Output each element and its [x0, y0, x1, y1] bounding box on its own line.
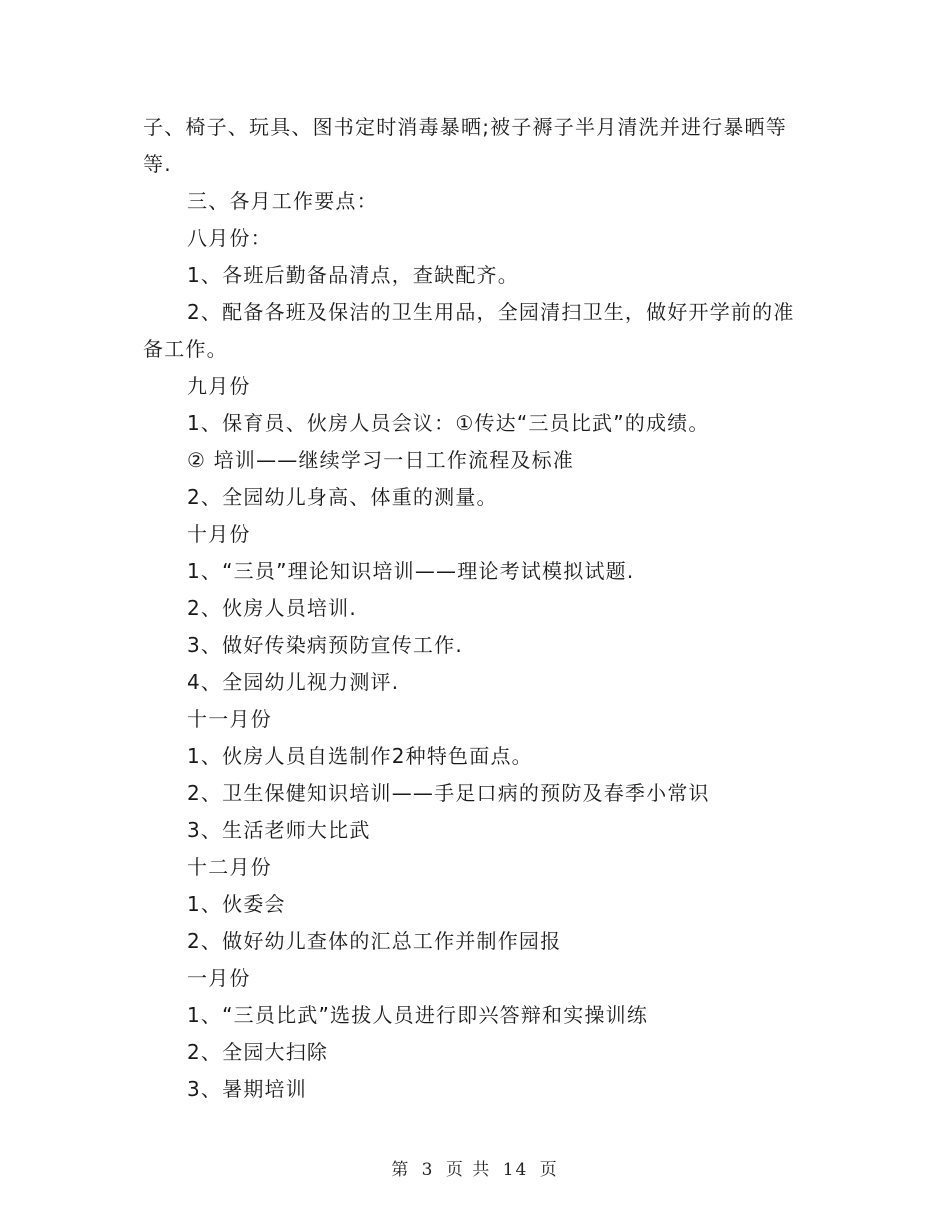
- text-line: 等.: [143, 152, 172, 176]
- month-title-november: 十一月份: [187, 707, 272, 731]
- list-item: 2、卫生保健知识培训——手足口病的预防及春季小常识: [187, 781, 710, 805]
- footer-prefix: 第: [391, 1160, 411, 1180]
- list-item: 3、做好传染病预防宣传工作.: [187, 633, 463, 657]
- list-item: 2、配备各班及保洁的卫生用品，全园清扫卫生，做好开学前的准: [187, 300, 795, 324]
- list-item: 1、伙房人员自选制作2种特色面点。: [187, 744, 533, 768]
- page-footer: [0, 1155, 950, 1180]
- text-line: 子、椅子、玩具、图书定时消毒暴晒;被子褥子半月清洗并进行暴晒等: [143, 115, 787, 139]
- month-title-january: 一月份: [187, 966, 251, 990]
- list-item: 1、各班后勤备品清点，查缺配齐。: [187, 263, 519, 287]
- footer-mid: 页 共: [445, 1160, 492, 1180]
- month-title-august: 八月份：: [187, 226, 272, 250]
- list-item: 3、暑期培训: [187, 1077, 307, 1101]
- list-item: 1、伙委会: [187, 892, 286, 916]
- list-item: 1、“三员”理论知识培训——理论考试模拟试题.: [187, 559, 635, 583]
- month-title-october: 十月份: [187, 522, 251, 546]
- footer-total-pages: 14: [502, 1160, 529, 1180]
- section-heading: 三、各月工作要点：: [187, 189, 378, 213]
- list-item: 1、保育员、伙房人员会议：①传达“三员比武”的成绩。: [187, 411, 710, 435]
- document-body: [143, 109, 813, 1108]
- list-item: 2、全园幼儿身高、体重的测量。: [187, 485, 498, 509]
- month-title-december: 十二月份: [187, 855, 272, 879]
- list-item: 2、全园大扫除: [187, 1040, 329, 1064]
- list-item: 2、伙房人员培训.: [187, 596, 357, 620]
- list-item: 3、生活老师大比武: [187, 818, 371, 842]
- list-item: ② 培训——继续学习一日工作流程及标准: [187, 448, 575, 472]
- month-title-september: 九月份: [187, 374, 251, 398]
- list-item: 4、全园幼儿视力测评.: [187, 670, 400, 694]
- list-item-continuation: 备工作。: [143, 337, 228, 361]
- footer-suffix: 页: [539, 1160, 559, 1180]
- footer-current-page: 3: [421, 1160, 435, 1180]
- list-item: 1、“三员比武”选拔人员进行即兴答辩和实操训练: [187, 1003, 649, 1027]
- list-item: 2、做好幼儿查体的汇总工作并制作园报: [187, 929, 562, 953]
